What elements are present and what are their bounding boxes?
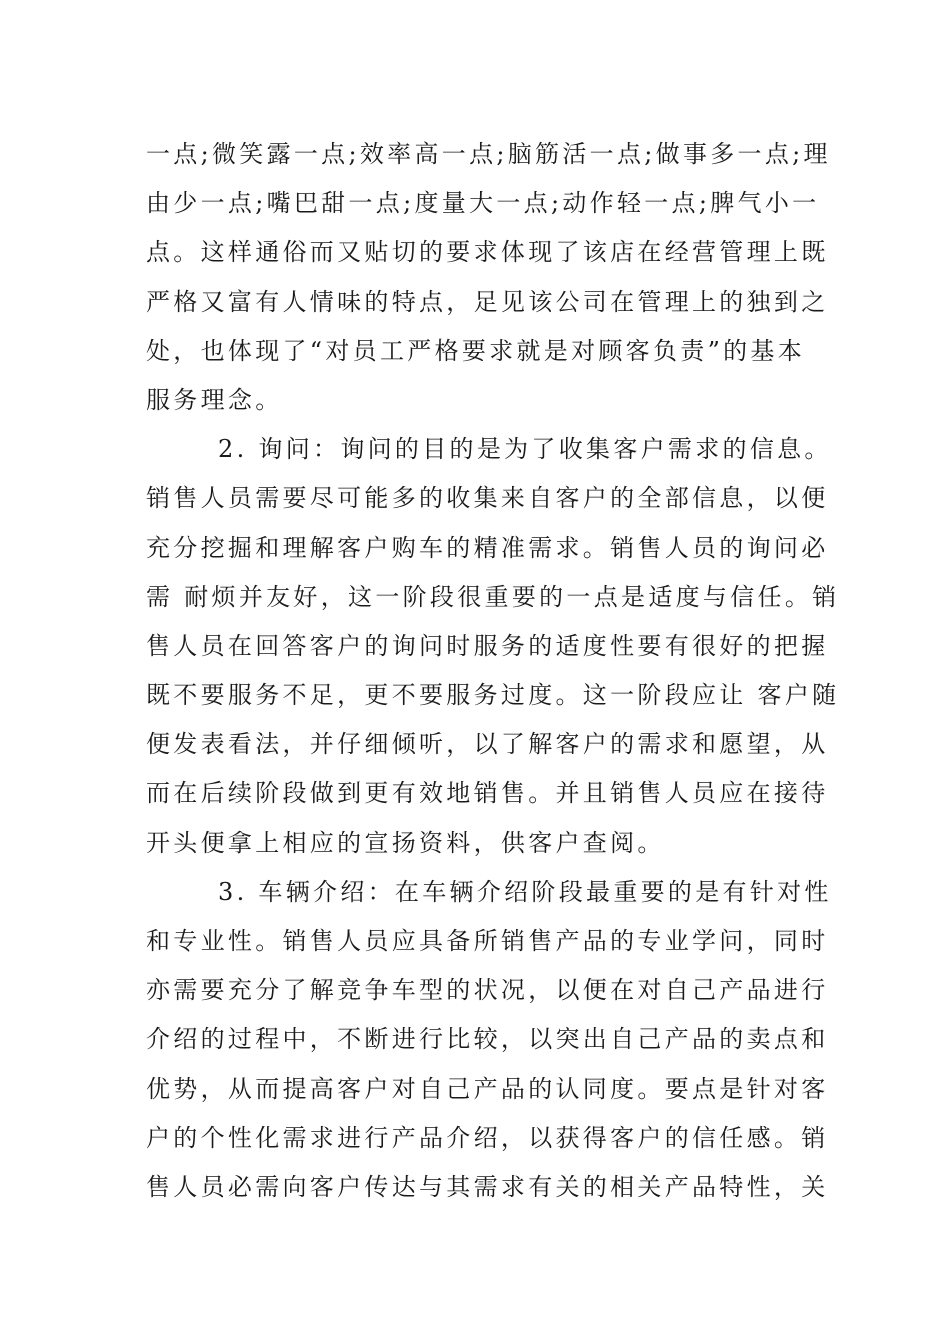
text-line: 和专业性。销售人员应具备所销售产品的专业学问，同时 xyxy=(146,927,829,955)
text-line: 一点;微笑露一点;效率高一点;脑筋活一点;做事多一点;理 xyxy=(146,140,831,168)
text-line: 售人员在回答客户的询问时服务的适度性要有很好的把握 xyxy=(146,631,829,660)
text-line: 严格又富有人情味的特点，足见该公司在管理上的独到之 xyxy=(146,287,829,316)
text-line: 既不要服务不足，更不要服务过度。这一阶段应让 客户随 xyxy=(146,681,840,710)
text-line: 户的个性化需求进行产品介绍，以获得客户的信任感。销 xyxy=(146,1123,829,1152)
text-line: 开头便拿上相应的宣扬资料，供客户查阅。 xyxy=(146,828,665,857)
text-line: 便发表看法，并仔细倾听，以了解客户的需求和愿望，从 xyxy=(146,730,829,759)
text-line: 3. 车辆介绍：在车辆介绍阶段最重要的是有针对性 xyxy=(218,877,832,906)
text-line: 处，也体现了“对员工严格要求就是对顾客负责”的基本 xyxy=(146,336,806,365)
text-line: 而在后续阶段做到更有效地销售。并且销售人员应在接待 xyxy=(146,779,829,808)
text-line: 由少一点;嘴巴甜一点;度量大一点;动作轻一点;脾气小一 xyxy=(146,189,820,218)
text-line: 介绍的过程中，不断进行比较，以突出自己产品的卖点和 xyxy=(146,1025,829,1054)
text-line: 2. 询问：询问的目的是为了收集客户需求的信息。 xyxy=(218,435,832,464)
text-line: 售人员必需向客户传达与其需求有关的相关产品特性，关 xyxy=(146,1172,829,1201)
text-line: 需 耐烦并友好，这一阶段很重要的一点是适度与信任。销 xyxy=(146,582,840,611)
text-line: 服务理念。 xyxy=(146,385,283,414)
text-line: 优势，从而提高客户对自己产品的认同度。要点是针对客 xyxy=(146,1074,829,1103)
text-line: 点。这样通俗而又贴切的要求体现了该店在经营管理上既 xyxy=(146,238,829,267)
document-body xyxy=(146,130,840,1212)
text-line: 充分挖掘和理解客户购车的精准需求。销售人员的询问必 xyxy=(146,533,829,562)
text-line: 销售人员需要尽可能多的收集来自客户的全部信息，以便 xyxy=(146,484,829,513)
text-line: 亦需要充分了解竞争车型的状况，以便在对自己产品进行 xyxy=(146,976,829,1005)
